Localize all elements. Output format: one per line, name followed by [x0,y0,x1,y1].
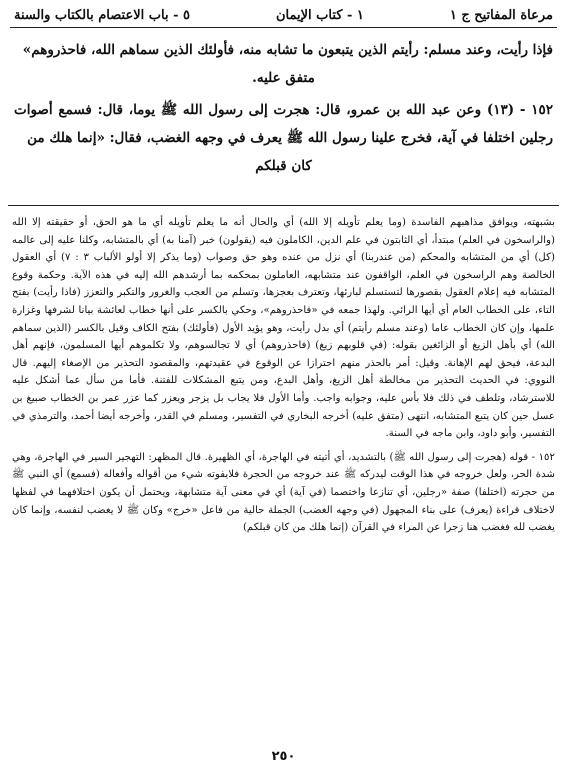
main-line-2: متفق عليه. [252,70,315,86]
hadith-text-block [14,36,553,180]
commentary-block [12,214,555,537]
page-number: ٢٥٠ [271,749,296,764]
header-book-volume: مرعاة المفاتيح ج ١ [449,7,553,23]
running-header [14,4,553,26]
hadith-152-end: كان قبلكم [255,158,312,174]
commentary-divider [8,205,559,206]
commentary-paragraph-1: بشبهته، ويوافق مذاهبهم الفاسدة (وما يعلم تأويله إلا الله) أي والحال أنه ما يعلم تأويله أي ما هو الحق، أو حقيقته إلا الله (والراسخون في العلم) مبتدأ، أي الثابتون في علم الدين، الكاملون فيه (يقولون) خبر (آمنا به) أي بالمتشابه، وكلنا عليه إلى عالمه (كل) أي من المتشابه والمحكم (من عندربنا) أي نزل من عنده وهو حق وصواب (وما يذكر إلا أولو الألباب ٣ : ٧) أي العقول الخالصة وهم الراسخون في العلم، الواقفون عند متشابهه، العاملون بمحكمه بما أرشدهم الله إليه في هذه الآية. وحكمة وقوع المتشابه فيه إعلام العقول بقصورها لتستسلم لبارئها، وتعترف بعجزها، وتسلم من العجب والغرور والتكبر والتعزز (فاذا رأيت) بفتح التاء، على الخطاب العام أي أيها الرائي. ولهذا جمعه في «فاحذروهم»، وحكي بالكسر على أنها خطاب لعائشة بيانا لشرفها وغزارة علمها، وإن كان الخطاب عاما (وعند مسلم رأيتم) أي بدل رأيت، وهو يؤيد الأول (فأولئك) بفتح الكاف وقيل بالكسر (الذين سماهم الله) أي بأهل الزيغ أو الزائغين بقوله: (في قلوبهم زيغ) (فاحذروهم) أي لا تجالسوهم، ولا تكلموهم أيها المسلمون، فإنهم أهل البدعة، فيحق لهم الإهانة. وقيل: أمر بالحذر منهم احترازا عن الوقوع في عقيدتهم، والمقصود التحذير من الإصغاء إليهم. قال النووي: في الحديث التحذير من مخالطة أهل الزيغ، وأهل البدع، ومن يتبع المشكلات للفتنة. فأما من سأل عما أشكل عليه للاسترشاد، وتلطف في ذلك فلا بأس عليه، وجوابه واجب. وأما الأول فلا يجاب بل يزجر ويعزر كما عزر عمر بن الخطاب صبيغ بن عسل حين كان يتبع المتشابه، انتهى (متفق عليه) أخرجه البخاري في التفسير، ومسلم في القدر، وأخرجه أيضا أحمد، والترمذي في التفسير، وأبو داود، وابن ماجه في السنة. [12,217,555,440]
header-rule [10,27,557,28]
commentary-paragraph-2: ١٥٢ - قوله (هجرت إلى رسول الله ﷺ) بالتشديد، أي أتيته في الهاجرة، أي الظهيرة. قال المظهر: التهجير السير في الهاجرة، وهي شدة الحر، ولعل خروجه في هذا الوقت ليدركه ﷺ عند خروجه من الحجرة فلايفوته شيء من أقواله وأفعاله (فسمع) أي النبي ﷺ من حجرته (اختلفا) صفة «رجلين، أي تنازعا واختصما (في آية) أي في معنى آية متشابهة، ويحتمل أن يكون اختلافهما في لفظها لاختلاف قراءة (يعرف) على بناء المجهول (في وجهه الغضب) الجملة حالية من فاعل «خرج» وكان ﷺ لا يغضب لنفسه، وإنما كان يغضب لله فغضب هنا زجرا عن المراء في القرآن (إنما هلك من كان قبلكم) [12,451,555,534]
main-line-1: فإذا رأيت، وعند مسلم: رأيتم الذين يتبعون ما تشابه منه، فأولئك الذين سماهم الله، فاحذروهم» [22,42,553,58]
header-chapter-title: ٥ - باب الاعتصام بالكتاب والسنة [14,7,190,23]
hadith-152: ١٥٢ - (١٣) وعن عبد الله بن عمرو، قال: هجرت إلى رسول الله ﷺ يوما، قال: فسمع أصوات رجلين اختلفا في آية، فخرج علينا رسول الله ﷺ يعرف في وجهه الغضب، فقال: «إنما هلك من [14,102,553,146]
header-book-title: ١ - كتاب الإيمان [275,7,364,23]
